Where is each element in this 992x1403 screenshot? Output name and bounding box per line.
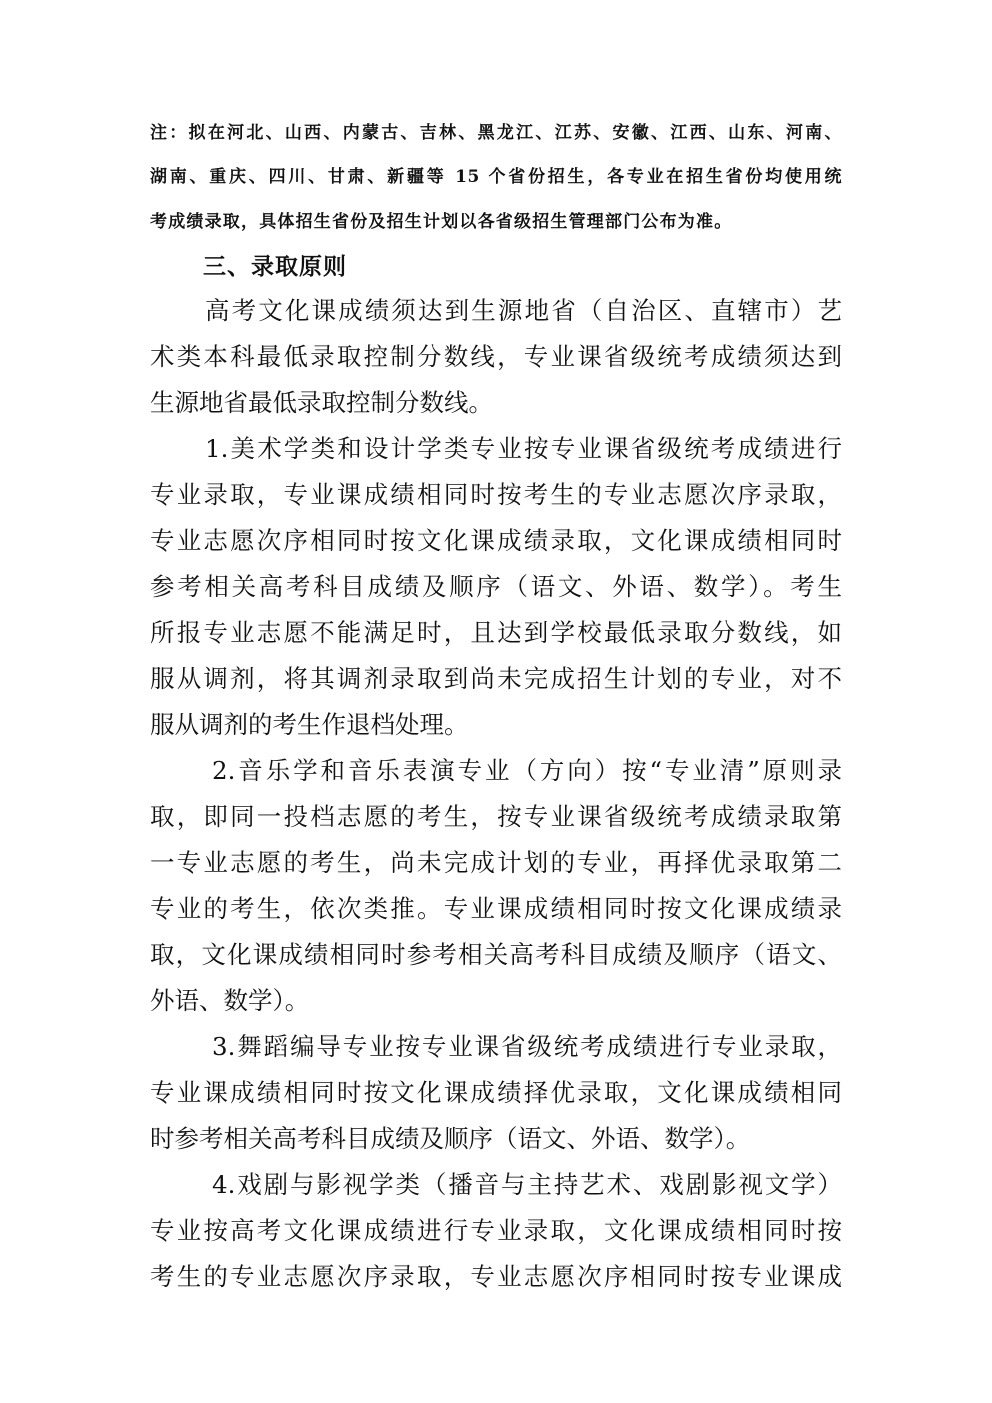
text-line: 专业录取，专业课成绩相同时按考生的专业志愿次序录取， — [150, 480, 842, 509]
note-line-3: 考成绩录取，具体招生省份及招生计划以各省级招生管理部门公布为准。 — [150, 212, 733, 232]
text-line: 服从调剂，将其调剂录取到尚未完成招生计划的专业，对不 — [150, 664, 842, 693]
text-line: 2.音乐学和音乐表演专业（方向）按“专业清”原则录 — [212, 756, 842, 785]
text-line: 专业的考生，依次类推。专业课成绩相同时按文化课成绩录 — [150, 894, 842, 923]
text-line: 考生的专业志愿次序录取，专业志愿次序相同时按专业课成 — [150, 1262, 842, 1291]
text-line: 服从调剂的考生作退档处理。 — [150, 710, 469, 739]
text-line: 术类本科最低录取控制分数线，专业课省级统考成绩须达到 — [150, 342, 842, 371]
section-heading: 三、录取原则 — [203, 254, 347, 280]
text-line: 4.戏剧与影视学类（播音与主持艺术、戏剧影视文学） — [212, 1170, 842, 1199]
text-line: 外语、数学）。 — [150, 986, 310, 1015]
text-line: 参考相关高考科目成绩及顺序（语文、外语、数学）。考生 — [150, 572, 842, 601]
text-line: 专业按高考文化课成绩进行专业录取，文化课成绩相同时按 — [150, 1216, 842, 1245]
text-line: 取，文化课成绩相同时参考相关高考科目成绩及顺序（语文、 — [150, 940, 842, 969]
text-line: 一专业志愿的考生，尚未完成计划的专业，再择优录取第二 — [150, 848, 842, 877]
text-line: 高考文化课成绩须达到生源地省（自治区、直辖市）艺 — [205, 296, 842, 325]
text-line: 1.美术学类和设计学类专业按专业课省级统考成绩进行 — [205, 434, 842, 463]
text-line: 生源地省最低录取控制分数线。 — [150, 388, 493, 417]
note-line-1: 注：拟在河北、山西、内蒙古、吉林、黑龙江、江苏、安徽、江西、山东、河南、 — [150, 123, 842, 143]
note-line-2: 湖南、重庆、四川、甘肃、新疆等 15 个省份招生，各专业在招生省份均使用统 — [150, 167, 842, 187]
text-line: 所报专业志愿不能满足时，且达到学校最低录取分数线，如 — [150, 618, 842, 647]
text-line: 专业课成绩相同时按文化课成绩择优录取，文化课成绩相同 — [150, 1078, 842, 1107]
text-line: 取，即同一投档志愿的考生，按专业课省级统考成绩录取第 — [150, 802, 842, 831]
text-line: 3.舞蹈编导专业按专业课省级统考成绩进行专业录取， — [212, 1032, 842, 1061]
text-line: 时参考相关高考科目成绩及顺序（语文、外语、数学）。 — [150, 1124, 751, 1153]
text-line: 专业志愿次序相同时按文化课成绩录取，文化课成绩相同时 — [150, 526, 842, 555]
